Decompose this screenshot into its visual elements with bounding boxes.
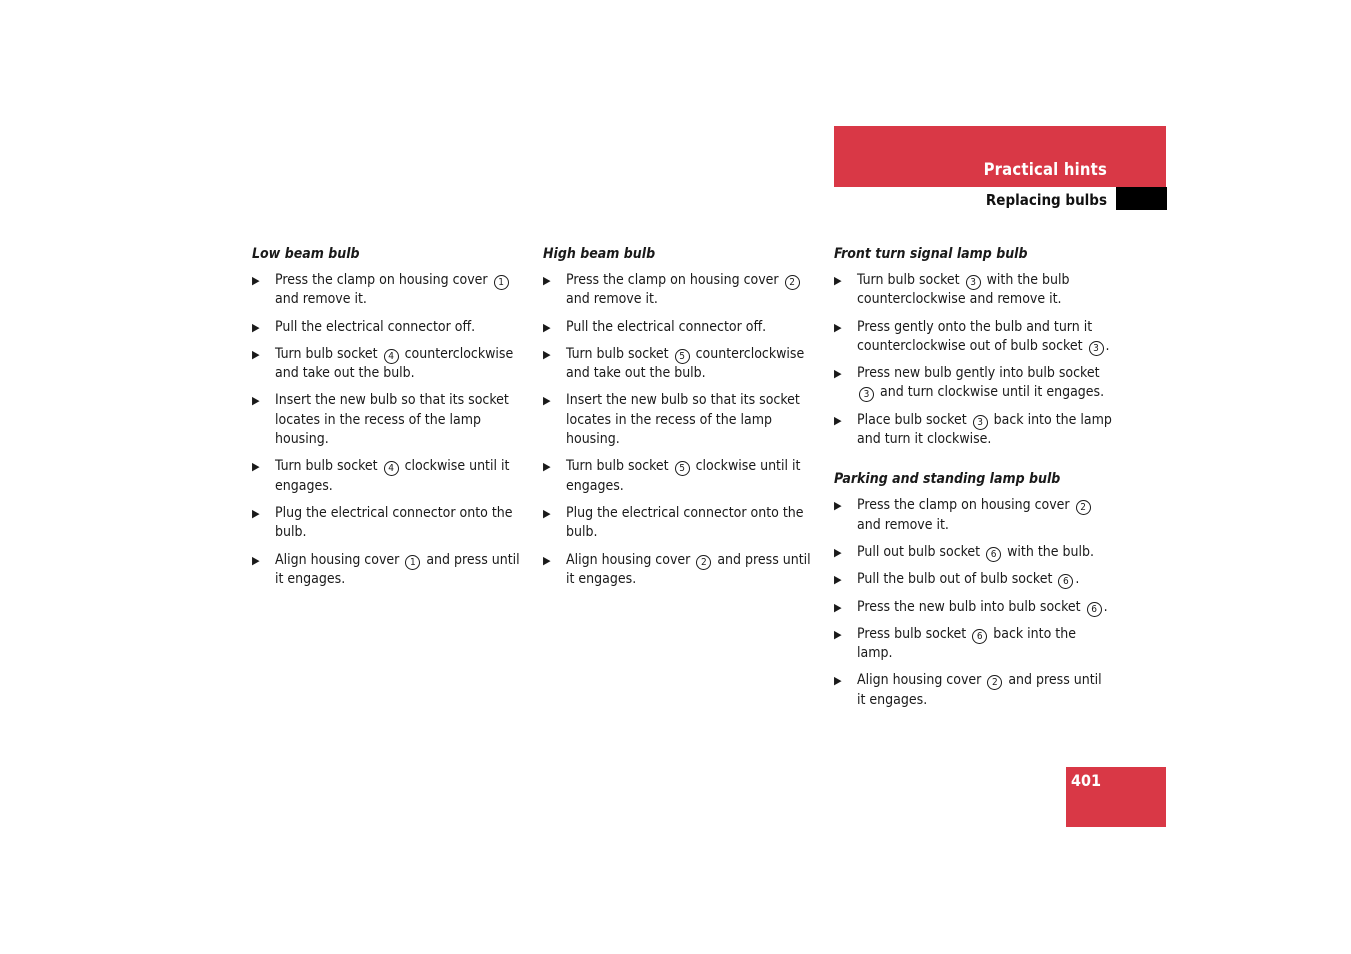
- step-text: clockwise until it engages.: [566, 458, 801, 494]
- step-item: [543, 551, 823, 590]
- callout-number: 4: [384, 349, 399, 364]
- page-number: 401: [1071, 771, 1102, 790]
- step-text: Press bulb socket: [857, 625, 971, 642]
- triangle-right-icon: ▶: [834, 274, 842, 287]
- triangle-right-icon: ▶: [834, 674, 842, 688]
- triangle-right-icon: ▶: [543, 347, 551, 361]
- step-text: Insert the new bulb so that its socket locates in the recess of the lamp housing.: [566, 392, 800, 448]
- callout-number: 3: [859, 387, 874, 402]
- callout-number: 2: [785, 275, 800, 290]
- callout-number: 3: [973, 415, 988, 430]
- step-item: [834, 411, 1114, 450]
- step-item: [252, 551, 532, 590]
- triangle-right-icon: ▶: [834, 627, 842, 641]
- step-text: Press the new bulb into bulb socket: [857, 598, 1085, 615]
- triangle-right-icon: ▶: [252, 553, 260, 567]
- triangle-right-icon: ▶: [252, 460, 260, 474]
- triangle-right-icon: ▶: [834, 413, 842, 427]
- step-text: Press the clamp on housing cover: [857, 497, 1074, 514]
- step-item: [252, 457, 532, 496]
- step-item: [834, 318, 1114, 357]
- column-1: [252, 244, 532, 597]
- step-text: counterclockwise and take out the bulb.: [275, 345, 514, 382]
- triangle-right-icon: ▶: [834, 573, 842, 587]
- triangle-right-icon: ▶: [834, 545, 842, 559]
- step-text: and press until it engages.: [857, 672, 1102, 708]
- step-text: .: [1105, 337, 1110, 354]
- step-item: [543, 345, 823, 384]
- callout-number: 3: [1089, 341, 1104, 356]
- step-item: [834, 671, 1114, 710]
- triangle-right-icon: ▶: [543, 553, 551, 567]
- callout-number: 4: [384, 461, 399, 476]
- callout-number: 2: [1076, 500, 1091, 515]
- callout-number: 2: [696, 555, 711, 570]
- step-text: with the bulb.: [1003, 543, 1094, 560]
- procedure-heading: Parking and standing lamp bulb: [834, 471, 1061, 488]
- step-text: and remove it.: [857, 516, 949, 533]
- step-text: and remove it.: [275, 291, 367, 308]
- section-title: Practical hints: [983, 160, 1107, 179]
- step-text: and turn clockwise until it engages.: [876, 384, 1105, 401]
- section-gap: [834, 457, 1114, 469]
- triangle-right-icon: ▶: [543, 320, 551, 334]
- subsection-title: Replacing bulbs: [985, 191, 1107, 209]
- step-text: Press new bulb gently into bulb socket: [857, 365, 1100, 382]
- triangle-right-icon: ▶: [543, 274, 551, 287]
- step-text: Turn bulb socket: [857, 272, 964, 288]
- step-item: [252, 504, 532, 543]
- triangle-right-icon: ▶: [252, 274, 260, 287]
- step-text: Turn bulb socket: [566, 458, 673, 475]
- step-item: [252, 391, 532, 449]
- step-list: [543, 271, 823, 589]
- step-text: with the bulb counterclockwise and remove it.: [857, 272, 1070, 308]
- step-item: [834, 625, 1114, 664]
- step-text: Plug the electrical connector onto the bulb.: [275, 504, 513, 541]
- step-text: and press until it engages.: [566, 551, 811, 587]
- triangle-right-icon: ▶: [834, 499, 842, 513]
- step-text: Pull the electrical connector off.: [566, 318, 767, 335]
- step-text: back into the lamp and turn it clockwise.: [857, 411, 1112, 448]
- callout-number: 6: [1058, 574, 1073, 589]
- triangle-right-icon: ▶: [252, 506, 260, 520]
- step-text: and remove it.: [566, 291, 658, 308]
- step-text: Plug the electrical connector onto the bulb.: [566, 504, 804, 541]
- step-text: Press the clamp on housing cover: [275, 272, 492, 288]
- callout-number: 3: [966, 275, 981, 290]
- step-text: and press until it engages.: [275, 551, 520, 587]
- step-item: [834, 570, 1114, 589]
- callout-number: 6: [972, 629, 987, 644]
- step-item: [543, 271, 823, 310]
- triangle-right-icon: ▶: [543, 460, 551, 474]
- step-item: [834, 496, 1114, 535]
- step-text: Insert the new bulb so that its socket locates in the recess of the lamp housing.: [275, 392, 509, 448]
- step-item: [543, 318, 823, 337]
- step-text: Pull the electrical connector off.: [275, 318, 476, 335]
- callout-number: 6: [1087, 602, 1102, 617]
- callout-number: 2: [987, 675, 1002, 690]
- procedure-heading: High beam bulb: [543, 246, 656, 262]
- column-2: [543, 244, 823, 597]
- step-item: [543, 391, 823, 449]
- triangle-right-icon: ▶: [834, 600, 842, 614]
- step-text: Pull out bulb socket: [857, 543, 985, 560]
- procedure-heading: Low beam bulb: [252, 246, 360, 262]
- step-item: [252, 271, 532, 310]
- step-text: .: [1103, 598, 1108, 615]
- step-item: [543, 457, 823, 496]
- step-item: [834, 598, 1114, 617]
- step-text: Align housing cover: [857, 672, 986, 689]
- triangle-right-icon: ▶: [834, 367, 842, 381]
- procedure-heading: Front turn signal lamp bulb: [834, 246, 1028, 262]
- triangle-right-icon: ▶: [543, 506, 551, 520]
- step-text: Align housing cover: [566, 551, 695, 568]
- callout-number: 5: [675, 461, 690, 476]
- step-text: Turn bulb socket: [275, 458, 382, 475]
- step-text: Pull the bulb out of bulb socket: [857, 571, 1057, 588]
- step-text: clockwise until it engages.: [275, 458, 510, 494]
- step-text: Press gently onto the bulb and turn it counterclockwise out of bulb socket: [857, 318, 1093, 354]
- thumb-tab: [1116, 187, 1167, 210]
- step-item: [543, 504, 823, 543]
- step-text: back into the lamp.: [857, 625, 1076, 662]
- callout-number: 1: [494, 275, 509, 290]
- callout-number: 1: [405, 555, 420, 570]
- step-list: [252, 271, 532, 589]
- step-list: [834, 496, 1114, 710]
- step-item: [834, 543, 1114, 562]
- step-text: counterclockwise and take out the bulb.: [566, 345, 805, 382]
- step-list: [834, 271, 1114, 449]
- triangle-right-icon: ▶: [252, 347, 260, 361]
- step-item: [252, 318, 532, 337]
- step-item: [834, 271, 1114, 310]
- step-text: .: [1075, 571, 1080, 588]
- step-text: Press the clamp on housing cover: [566, 272, 783, 288]
- step-item: [252, 345, 532, 384]
- step-text: Turn bulb socket: [275, 345, 382, 362]
- triangle-right-icon: ▶: [543, 394, 551, 408]
- step-text: Place bulb socket: [857, 411, 971, 428]
- triangle-right-icon: ▶: [252, 320, 260, 334]
- callout-number: 5: [675, 349, 690, 364]
- column-3: [834, 244, 1114, 718]
- step-item: [834, 364, 1114, 403]
- step-text: Align housing cover: [275, 551, 404, 568]
- callout-number: 6: [986, 547, 1001, 562]
- triangle-right-icon: ▶: [834, 320, 842, 334]
- triangle-right-icon: ▶: [252, 394, 260, 408]
- step-text: Turn bulb socket: [566, 345, 673, 362]
